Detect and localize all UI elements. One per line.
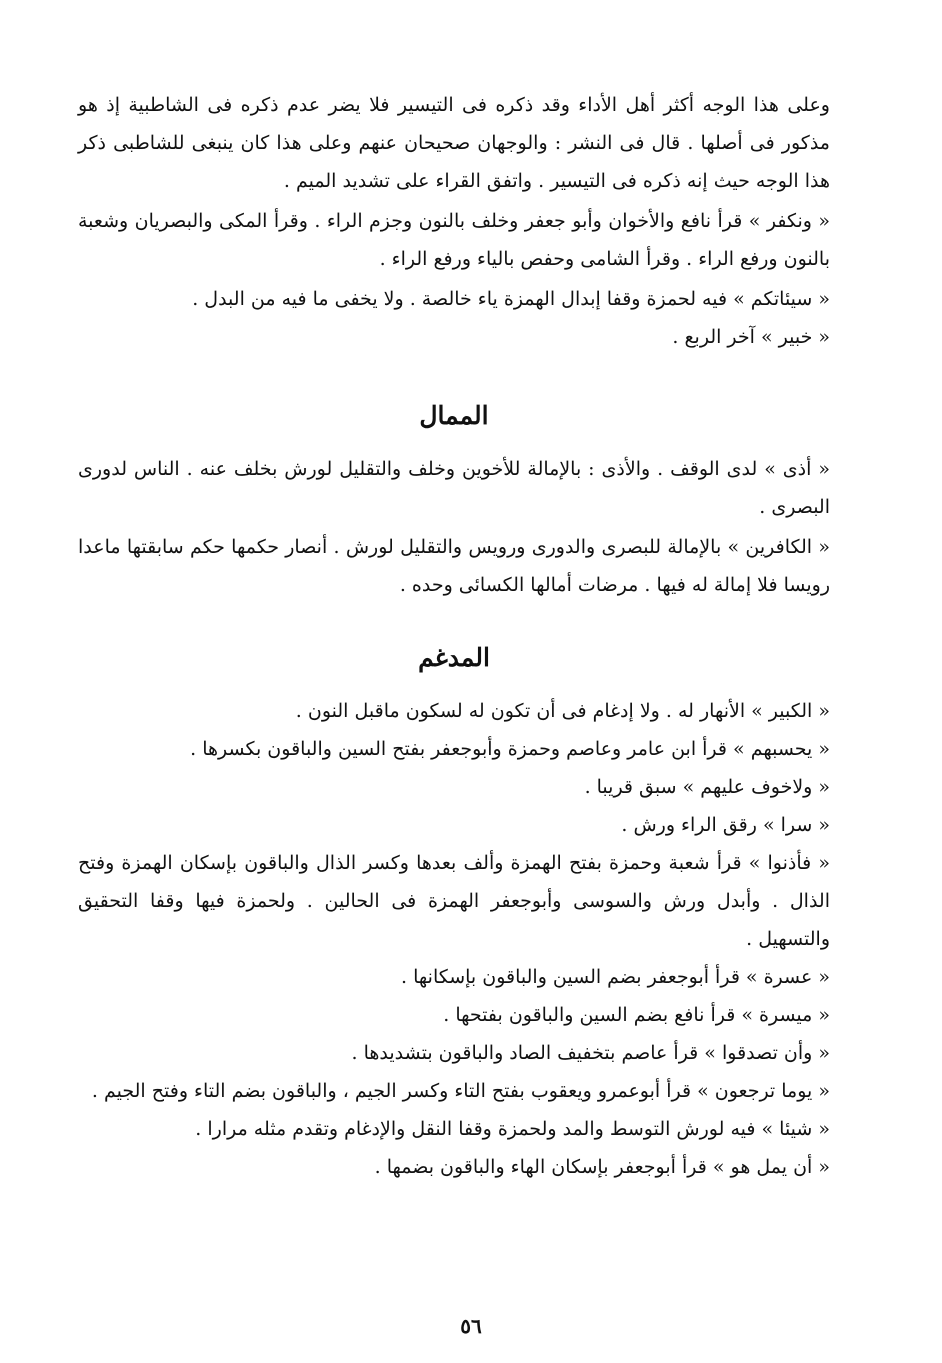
idgham-paragraph-5: « فأذنوا » قرأ شعبة وحمزة بفتح الهمزة وألف بعدها وكسر الذال والباقون بإسكان الهمزة وفتح الذال . وأبدل ورش والسوسى وأبوجعفر الهمزة فى الحالين . ولحمزة فيها وقفا التحقيق والتسهيل . bbox=[78, 852, 830, 950]
imala-paragraph-2: « الكافرين » بالإمالة للبصرى والدورى ورويس والتقليل لورش . أنصار حكمها حكم سابقتها ماعدا رويسا فلا إمالة له فيها . مرضات أمالها الكسائى وحده . bbox=[78, 536, 830, 596]
idgham-paragraph-4: « سرا » رقق الراء ورش . bbox=[621, 814, 830, 836]
idgham-paragraph-8: « وأن تصدقوا » قرأ عاصم بتخفيف الصاد والباقون بتشديدها . bbox=[351, 1042, 830, 1064]
idgham-paragraph-1: « الكبير » الأنهار له . ولا إدغام فى أن تكون له لسكون ماقبل النون . bbox=[295, 700, 830, 722]
idgham-paragraph-6: « عسرة » قرأ أبوجعفر بضم السين والباقون بإسكانها . bbox=[401, 966, 830, 988]
idgham-paragraph-9: « يوما ترجعون » قرأ أبوعمرو ويعقوب بفتح التاء وكسر الجيم ، والباقون بضم التاء وفتح الجيم . bbox=[91, 1080, 830, 1102]
section-title-imala: الممال bbox=[419, 401, 489, 430]
imala-paragraph-1: « أذى » لدى الوقف . والأذى : بالإمالة للأخوين وخلف والتقليل لورش بخلف عنه . الناس لدورى البصرى . bbox=[78, 458, 830, 518]
intro-paragraph-3: « سيئاتكم » فيه لحمزة وقفا إبدال الهمزة ياء خالصة . ولا يخفى ما فيه من البدل . bbox=[192, 288, 830, 310]
intro-paragraph-1: وعلى هذا الوجه أكثر أهل الأداء وقد ذكره فى التيسير فلا يضر عدم ذكره فى الشاطبية إذ هو مذكور فى أصلها . قال فى النشر : والوجهان صحيحان عنهم وعلى هذا كان ينبغى للشاطبى ذكر هذا الوجه حيث إنه ذكره فى التيسير . واتفق القراء على تشديد الميم . bbox=[78, 94, 830, 192]
intro-paragraph-4: « خبير » آخر الربع . bbox=[672, 326, 830, 348]
idgham-paragraph-2: « يحسبهم » قرأ ابن عامر وعاصم وحمزة وأبوجعفر بفتح السين والباقون بكسرها . bbox=[190, 738, 830, 760]
intro-paragraph-2: « ونكفر » قرأ نافع والأخوان وأبو جعفر وخلف بالنون وجزم الراء . وقرأ المكى والبصريان وشعبة بالنون ورفع الراء . وقرأ الشامى وحفص بالياء ورفع الراء . bbox=[78, 210, 830, 270]
page-number: ٥٦ bbox=[460, 1314, 482, 1338]
idgham-paragraph-7: « ميسرة » قرأ نافع بضم السين والباقون بفتحها . bbox=[443, 1004, 830, 1026]
section-title-idgham: المدغم bbox=[418, 643, 490, 672]
idgham-paragraph-11: « أن يمل هو » قرأ أبوجعفر بإسكان الهاء والباقون بضمها . bbox=[374, 1156, 830, 1178]
idgham-paragraph-10: « شيئا » فيه لورش التوسط والمد ولحمزة وقفا النقل والإدغام وتقدم مثله مرارا . bbox=[195, 1118, 830, 1140]
idgham-paragraph-3: « ولاخوف عليهم » سبق قريبا . bbox=[584, 776, 830, 798]
